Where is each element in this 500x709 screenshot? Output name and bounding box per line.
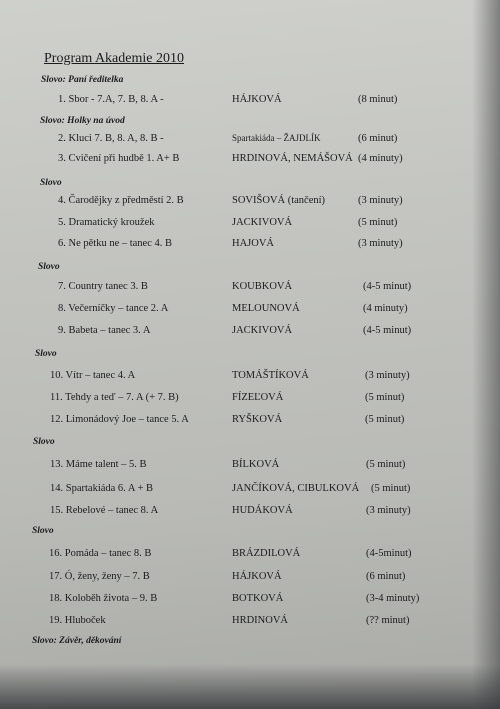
- program-row: [0, 238, 500, 254]
- section-heading: Slovo: Holky na úvod: [40, 116, 125, 126]
- program-row: [0, 593, 500, 609]
- program-row: [0, 217, 500, 233]
- program-item: 10. Vítr – tanec 4. A: [50, 370, 136, 381]
- program-item: 15. Rebelové – tanec 8. A: [50, 505, 159, 516]
- teacher-name: BRÁZDILOVÁ: [232, 548, 301, 559]
- duration: (4-5minut): [366, 548, 412, 559]
- program-item: 5. Dramatický kroužek: [58, 217, 155, 228]
- section-heading: Slovo: [35, 349, 57, 359]
- teacher-name: BOTKOVÁ: [232, 593, 284, 604]
- program-row: [0, 571, 500, 587]
- program-item: 1. Sbor - 7.A, 7. B, 8. A -: [58, 94, 164, 105]
- program-item: 7. Country tanec 3. B: [58, 281, 148, 292]
- program-row: [0, 505, 500, 521]
- duration: (3-4 minuty): [366, 593, 420, 604]
- program-row: [0, 483, 500, 499]
- program-row: [0, 133, 500, 149]
- duration: (5 minut): [365, 414, 405, 425]
- program-row: [0, 94, 500, 110]
- program-item: 8. Večerníčky – tance 2. A: [58, 303, 169, 314]
- duration: (5 minut): [371, 483, 411, 494]
- program-row: [0, 615, 500, 631]
- duration: (5 minut): [358, 217, 398, 228]
- program-item: 4. Čarodějky z předměstí 2. B: [58, 195, 184, 206]
- teacher-name: JACKIVOVÁ: [232, 325, 293, 336]
- duration: (6 minut): [366, 571, 406, 582]
- teacher-name: BÍLKOVÁ: [232, 459, 280, 470]
- duration: (4-5 minut): [363, 325, 412, 336]
- duration: (5 minut): [365, 392, 405, 403]
- program-row: [0, 195, 500, 211]
- program-item: 11. Tehdy a teď – 7. A (+ 7. B): [50, 392, 179, 403]
- teacher-name: JANČÍKOVÁ, CIBULKOVÁ: [232, 483, 360, 494]
- page-shadow-bottom: [0, 664, 500, 709]
- program-item: 3. Cvičení při hudbě 1. A+ B: [58, 153, 180, 164]
- teacher-name: KOUBKOVÁ: [232, 281, 293, 292]
- program-row: [0, 548, 500, 564]
- teacher-name: MELOUNOVÁ: [232, 303, 300, 314]
- section-heading: Slovo: [38, 262, 60, 272]
- duration: (4 minuty): [358, 153, 403, 164]
- section-heading: Slovo: Paní ředitelka: [41, 75, 124, 85]
- program-item: 16. Pomáda – tanec 8. B: [49, 548, 152, 559]
- teacher-name: HRDINOVÁ: [232, 615, 288, 626]
- program-row: [0, 325, 500, 341]
- teacher-name: HÁJKOVÁ: [232, 571, 282, 582]
- program-row: [0, 153, 500, 169]
- duration: (4-5 minut): [363, 281, 412, 292]
- duration: (4 minuty): [363, 303, 408, 314]
- document-title: Program Akademie 2010: [44, 51, 184, 66]
- program-item: 12. Limonádový Joe – tance 5. A: [50, 414, 189, 425]
- section-heading: Slovo: [33, 437, 55, 447]
- program-item: 17. Ó, ženy, ženy – 7. B: [49, 571, 150, 582]
- teacher-name: SOVIŠOVÁ (tančení): [232, 195, 326, 206]
- duration: (8 minut): [358, 94, 398, 105]
- duration: (3 minuty): [366, 505, 411, 516]
- teacher-name: HRDINOVÁ, NEMÁŠOVÁ: [232, 153, 353, 164]
- program-row: [0, 303, 500, 319]
- program-row: [0, 414, 500, 430]
- program-item: 6. Ne pětku ne – tanec 4. B: [58, 238, 173, 249]
- page-shadow-right: [472, 0, 500, 709]
- duration: (3 minuty): [358, 195, 403, 206]
- program-row: [0, 370, 500, 386]
- teacher-name: HUDÁKOVÁ: [232, 505, 293, 516]
- teacher-name: RYŠKOVÁ: [232, 414, 283, 425]
- duration: (?? minut): [366, 615, 410, 626]
- program-item: 19. Hlubоček: [49, 615, 106, 626]
- teacher-name: HAJOVÁ: [232, 238, 274, 249]
- teacher-name: FÍZEĽOVÁ: [232, 392, 284, 403]
- duration: (3 minuty): [365, 370, 410, 381]
- duration: (5 minut): [366, 459, 406, 470]
- closing-heading: Slovo: Závěr, děkování: [32, 636, 122, 646]
- teacher-name: Spartakiáda – ŽAJDLÍK: [232, 133, 321, 143]
- program-item: 2. Kluci 7. B, 8. A, 8. B -: [58, 133, 164, 144]
- program-row: [0, 392, 500, 408]
- program-row: [0, 281, 500, 297]
- program-row: [0, 459, 500, 475]
- program-item: 13. Máme talent – 5. B: [50, 459, 147, 470]
- teacher-name: HÁJKOVÁ: [232, 94, 282, 105]
- program-item: 14. Spartakiáda 6. A + B: [50, 483, 154, 494]
- duration: (6 minut): [358, 133, 398, 144]
- section-heading: Slovo: [32, 526, 54, 536]
- program-item: 18. Koloběh života – 9. B: [49, 593, 158, 604]
- teacher-name: JACKIVOVÁ: [232, 217, 293, 228]
- teacher-name: TOMÁŠTÍKOVÁ: [232, 370, 309, 381]
- section-heading: Slovo: [40, 178, 62, 188]
- duration: (3 minuty): [358, 238, 403, 249]
- program-item: 9. Babeta – tanec 3. A: [58, 325, 151, 336]
